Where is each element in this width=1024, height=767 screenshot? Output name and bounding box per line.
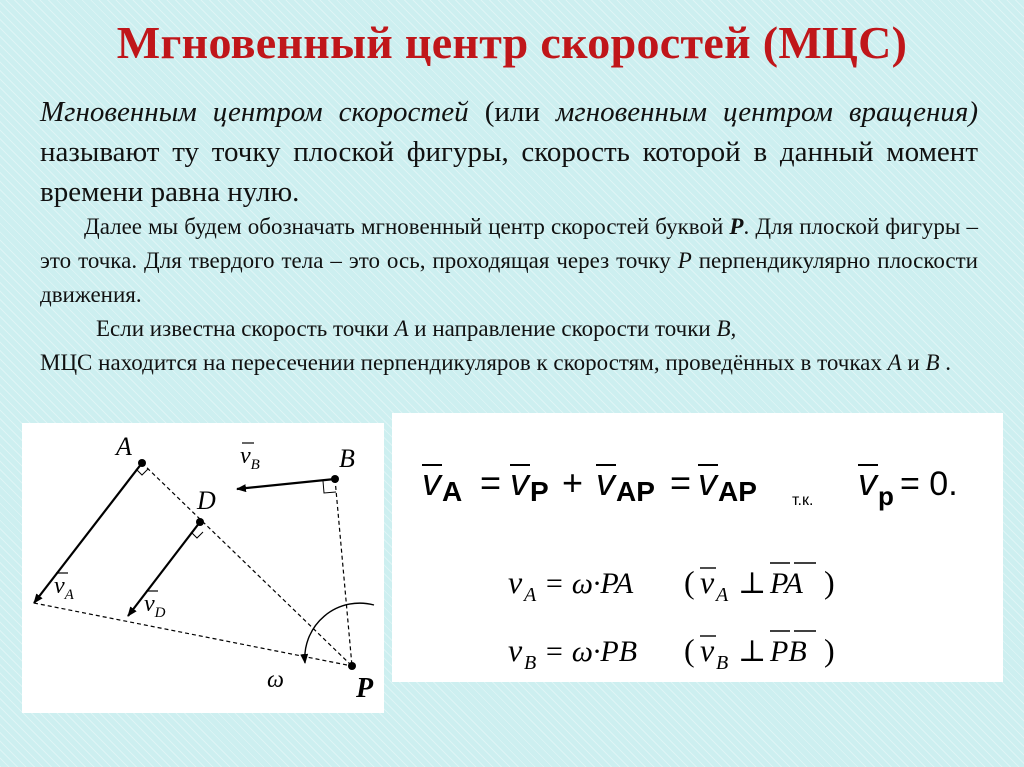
- notation-paragraph: [40, 210, 978, 312]
- notation-text-c: перпендикулярно плоскости движения.: [40, 248, 978, 307]
- velocity-vector-d: [128, 522, 200, 616]
- svg-text:v: v: [858, 462, 877, 504]
- equation-va: [508, 563, 835, 606]
- notation-letter-p: P: [729, 214, 744, 239]
- svg-text:A: A: [442, 476, 463, 507]
- svg-text:PB: PB: [770, 635, 807, 668]
- method-line-1: [40, 312, 978, 346]
- method-text-b: и направление скорости точки: [408, 316, 717, 341]
- svg-text:B: B: [716, 652, 729, 674]
- definition-paragraph: [40, 92, 978, 212]
- equation-vb: [508, 631, 835, 674]
- svg-text:): ): [824, 564, 835, 600]
- svg-text:= ω·PA: = ω·PA: [544, 567, 634, 600]
- point-d-dot: [196, 518, 204, 526]
- svg-text:AP: AP: [616, 476, 655, 507]
- svg-text:PA: PA: [770, 567, 803, 600]
- method-letter-a2: A: [887, 350, 902, 375]
- term-instant-rotation-center: мгновенным центром вращения): [555, 96, 979, 128]
- svg-text:=: =: [480, 462, 502, 503]
- notation-text-a: Далее мы будем обозначать мгновенный центр скоростей буквой: [84, 214, 730, 239]
- formula-panel: [392, 413, 1003, 682]
- svg-text:P: P: [530, 476, 549, 507]
- method-letter-b: B,: [716, 316, 737, 341]
- svg-text:= 0.: = 0.: [900, 465, 958, 503]
- svg-text:p: p: [878, 481, 894, 511]
- method-letter-b2: B: [925, 350, 940, 375]
- formula-svg: [392, 413, 1003, 682]
- point-p-dot: [348, 662, 356, 670]
- notation-letter-p2: P: [677, 248, 692, 273]
- line-b-p: [335, 479, 352, 666]
- svg-text:v: v: [422, 462, 441, 504]
- svg-text:v: v: [700, 632, 715, 668]
- definition-rest: называют ту точку плоской фигуры, скорость которой в данный момент времени равна нулю.: [40, 136, 978, 208]
- label-vb: $v_B$: [240, 443, 260, 473]
- label-p: P: [356, 673, 374, 704]
- method-letter-a: A: [394, 316, 409, 341]
- velocity-vector-a: [34, 463, 142, 603]
- svg-text:(: (: [684, 632, 695, 668]
- svg-text:B: B: [524, 652, 537, 674]
- line-a-p: [142, 463, 352, 666]
- point-a-dot: [138, 459, 146, 467]
- method-paragraph: [40, 312, 978, 380]
- svg-text:v: v: [510, 462, 529, 504]
- slide-title: Мгновенный центр скоростей (МЦС): [116, 17, 908, 68]
- svg-text:⊥: ⊥: [738, 635, 767, 668]
- svg-text:=: =: [670, 462, 692, 503]
- svg-text:v: v: [698, 462, 717, 504]
- velocity-diagram: [22, 423, 384, 713]
- method-text-c: МЦС находится на пересечении перпендикуляров к скоростям, проведённых в точках: [40, 350, 888, 375]
- diagram-svg: [22, 423, 384, 713]
- svg-text:A: A: [524, 584, 537, 606]
- svg-text:v: v: [508, 564, 523, 600]
- label-vd: $v_D$: [144, 591, 166, 621]
- label-va: $v_A$: [54, 573, 74, 603]
- notation-text-b: . Для плоской фигуры – это точка. Для твердого тела – это ось, проходящая через точку: [40, 214, 978, 273]
- label-omega: ω: [267, 667, 284, 693]
- svg-text:v: v: [508, 632, 523, 668]
- method-line-2: [40, 346, 978, 380]
- equation-velocity-sum: [422, 462, 958, 511]
- method-text-end: .: [939, 350, 952, 375]
- velocity-vector-b: [237, 479, 335, 489]
- svg-text:т.к.: т.к.: [792, 492, 814, 509]
- svg-text:v: v: [700, 564, 715, 600]
- method-text-and: и: [901, 350, 926, 375]
- svg-text:= ω·PB: = ω·PB: [544, 635, 638, 668]
- svg-text:⊥: ⊥: [738, 567, 767, 600]
- svg-text:v: v: [596, 462, 615, 504]
- svg-text:+: +: [562, 462, 584, 503]
- svg-text:): ): [824, 632, 835, 668]
- svg-text:AP: AP: [718, 476, 757, 507]
- svg-text:(: (: [684, 564, 695, 600]
- paren-open-text: (или: [468, 96, 556, 128]
- label-a: A: [116, 432, 132, 461]
- svg-text:A: A: [716, 584, 729, 606]
- point-b-dot: [331, 475, 339, 483]
- method-text-a: Если известна скорость точки: [96, 316, 395, 341]
- term-instant-center: Мгновенным центром скоростей: [40, 96, 469, 128]
- label-b: B: [339, 444, 355, 473]
- label-d: D: [197, 486, 216, 515]
